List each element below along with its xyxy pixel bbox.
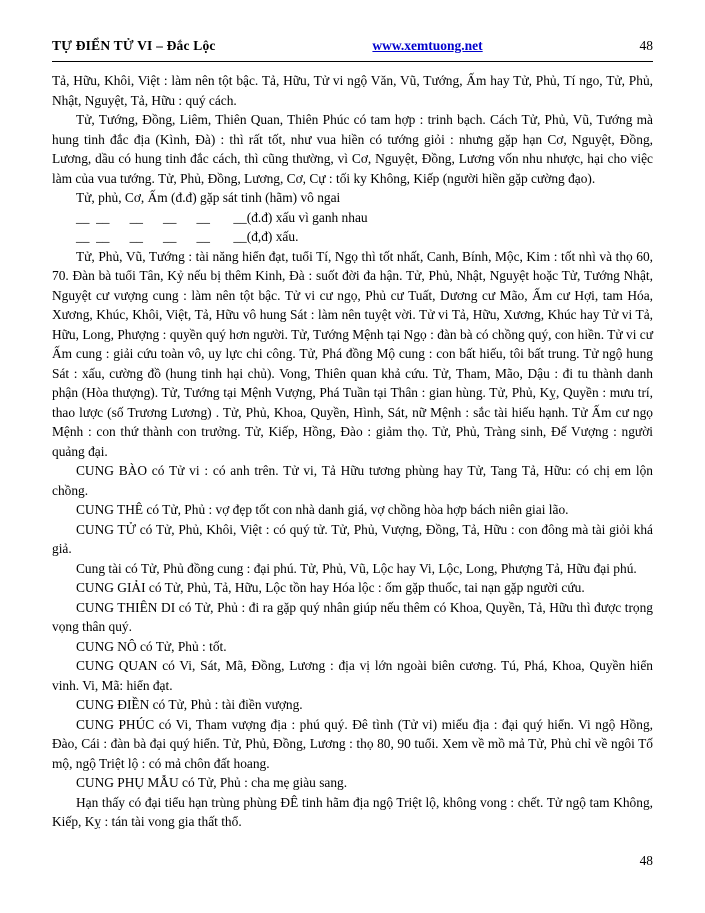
header-website-link[interactable]: www.xemtuong.net bbox=[372, 38, 483, 53]
header-title: TỰ ĐIỂN TỬ VI – Đắc Lộc bbox=[52, 38, 216, 53]
paragraph-dashes: __ __ __ __ __ __(đ.đ) xấu vì ganh nhau bbox=[76, 209, 368, 225]
paragraph: Tử, phủ, Cơ, Ấm (đ.đ) gặp sát tinh (hãm) vô ngai bbox=[76, 190, 341, 205]
paragraph: Tử, Tướng, Đồng, Liêm, Thiên Quan, Thiên Phúc có tam hợp : trinh bạch. Cách Tử, Phủ, Vũ, Tướng mà hung tinh đắc địa (Kình, Đà) : thì rất tốt, như vua hiền có tướng giỏi : nhưng gặp hạn Cơ, Nguyệt, Đồng, Lương, dầu có hung tinh đắc cách, thì cũng thường, vì Cơ, Nguyệt, Đồng, Lương vốn nhu nhược, hại cho việc làm của vua tướng. Tử, Phủ, Đồng, Lương, Cơ, Cự : tối ky Không, Kiếp (người hiền gặp cường đạo). bbox=[52, 112, 653, 186]
paragraph: Hạn thấy có đại tiểu hạn trùng phùng ĐÊ tinh hãm địa ngộ Triệt lộ, không vong : chết. Tử ngộ tam Không, Kiếp, Kỵ : tán tài vong gia thất thổ. bbox=[52, 794, 653, 829]
paragraph: Tả, Hữu, Khôi, Việt : làm nên tột bậc. Tả, Hữu, Tử vi ngộ Văn, Vũ, Tướng, Ấm hay Tử, Phủ, Tí ngo, Tử, Phủ, Nhật, Nguyệt, Tả, Hữu : quý cách. bbox=[52, 73, 653, 108]
paragraph: CUNG THÊ có Tử, Phủ : vợ đẹp tốt con nhà danh giá, vợ chồng hòa hợp bách niên giai lão. bbox=[76, 502, 569, 517]
paragraph: CUNG BÀO có Tử vi : có anh trên. Tử vi, Tả Hữu tương phùng hay Tử, Tang Tả, Hữu: có chị em lộn chồng. bbox=[52, 463, 653, 498]
paragraph: Tử, Phủ, Vũ, Tướng : tài năng hiển đạt, tuổi Tí, Ngọ thì tốt nhất, Canh, Bính, Mộc, Kim : tốt nhì và thọ 60, 70. Đàn bà tuổi Tân, Kỷ nếu bị thêm Kinh, Đà : suốt đời đa hận. Tử, Phủ, Nhật, Nguyệt hoặc Tử, Tướng Nhật, Nguyệt cư vượng cung : làm nên tột bậc. Tử vi cư ngọ, Phủ cư Tuất, Dương cư Mão, Ấm cư Hợi, tam Hóa, Xương, Khúc, Khôi, Việt, Tả, Hữu vô hung Sát : làm nên tuyệt vời. Tử vi Tả, Hữu, Xương, Khúc hay Tử vi Tả, Hữu, Long, Phượng : quyền quý hơn người. Tử, Tướng Mệnh tại Ngọ : đàn bà có chồng quý, con hiền. Tử vi cư Ấm cung : giải cứu toàn vô, uy lực chi công. Tử, Phá đồng Mộ cung : con bất hiếu, tôi bất trung. Tử ngộ hung Sát : xấu, cường đồ (hung tinh hại chủ). Vong, Thiên quan khả cứu. Tử, Tham, Mão, Dậu : đi tu thành danh phận (Hòa thượng). Tử, Tướng tại Mệnh Vượng, Phá Tuần tại Thân : gian hùng. Tử, Phủ, Kỵ, Quyền : mưu trí, thao lược (số Trương Lương) . Tử, Phủ, Khoa, Quyền, Hình, Sát, nữ Mệnh : sắc tài hiếu hạnh. Tử Ấm cư ngọ Mệnh : con thứ thành con trưởng. Tử, Kiếp, Hồng, Đào : giảm thọ. Tử, Phủ, Tràng sinh, Đế Vượng : người quảng đại. bbox=[52, 248, 653, 459]
header-page-number: 48 bbox=[639, 38, 653, 53]
paragraph: CUNG PHỤ MẪU có Tử, Phủ : cha mẹ giàu sang. bbox=[76, 775, 348, 790]
document-body bbox=[0, 62, 705, 832]
page-header bbox=[0, 0, 705, 54]
paragraph: Cung tài có Tử, Phủ đồng cung : đại phú. Tử, Phủ, Vũ, Lộc hay Vi, Lộc, Long, Phượng Tả, Hữu đại phú. bbox=[76, 560, 637, 576]
paragraph: CUNG GIẢI có Tử, Phủ, Tả, Hữu, Lộc tồn hay Hóa lộc : ốm gặp thuốc, tai nạn gặp người cứu. bbox=[76, 580, 585, 595]
footer-page-number: 48 bbox=[639, 853, 653, 868]
paragraph: CUNG NÔ có Tử, Phủ : tốt. bbox=[76, 638, 227, 654]
paragraph: CUNG ĐIỀN có Tử, Phủ : tài điền vượng. bbox=[76, 697, 303, 712]
paragraph: CUNG THIÊN DI có Tử, Phủ : đi ra gặp quý nhân giúp nếu thêm có Khoa, Quyền, Tả, Hữu thì được trọng vọng thân quý. bbox=[52, 599, 653, 634]
paragraph: CUNG TỬ có Tử, Phủ, Khôi, Việt : có quý tử. Tử, Phủ, Vượng, Đồng, Tả, Hữu : con đông mà tài giỏi khá giả. bbox=[52, 521, 653, 556]
paragraph: CUNG PHÚC có Vi, Tham vượng địa : phú quý. Đê tình (Tử vi) miếu địa : đại quý hiển. Vi ngộ Hồng, Đào, Cái : đàn bà đại quý hiển. Tử, Phủ, Đồng, Lương : thọ 80, 90 tuổi. Xem về mồ mả Tử, Phủ chỉ về ngôi Tố mộ, ngộ Triệt lộ : có mả chôn đất hoang. bbox=[52, 716, 653, 771]
paragraph-dashes: __ __ __ __ __ __(đ,đ) xấu. bbox=[76, 229, 299, 244]
paragraph: CUNG QUAN có Vi, Sát, Mã, Đồng, Lương : địa vị lớn ngoài biên cương. Tú, Phá, Khoa, Quyền hiển vinh. Vi, Mã: hiển đạt. bbox=[52, 658, 653, 693]
